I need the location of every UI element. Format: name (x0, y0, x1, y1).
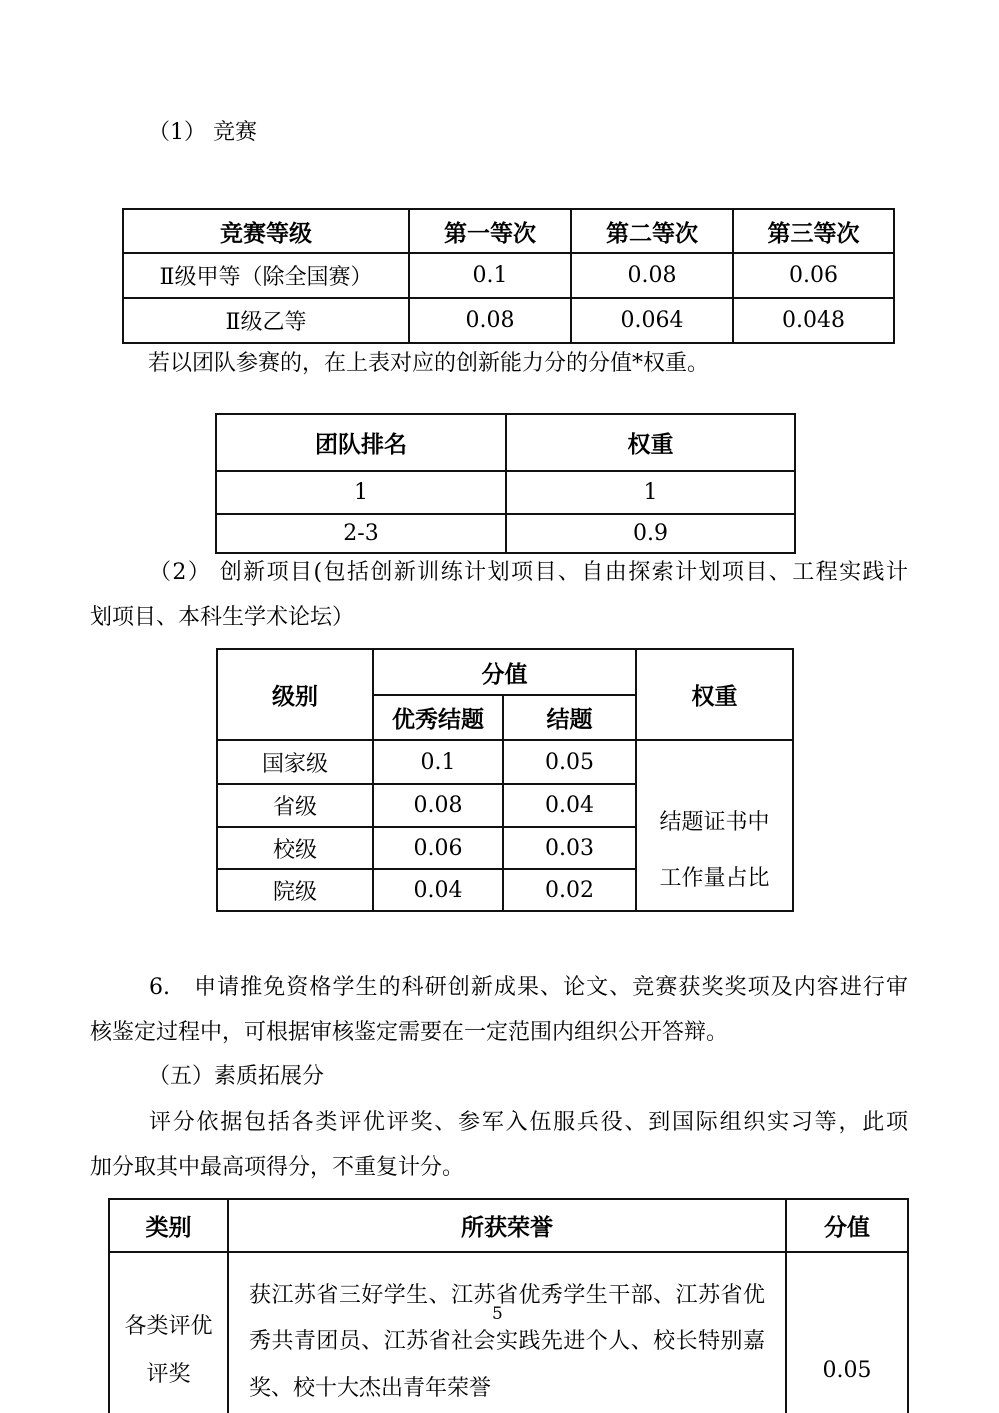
table-cell: 校级 (217, 827, 373, 869)
category-cell (109, 1252, 228, 1413)
table-row (217, 740, 793, 784)
column-header: 权重 (506, 414, 795, 471)
table-header-row (123, 209, 894, 253)
column-header: 级别 (217, 649, 373, 740)
column-header: 类别 (109, 1199, 228, 1252)
honor-cell (228, 1252, 786, 1413)
table-cell: 1 (506, 471, 795, 514)
score-cell (786, 1252, 908, 1413)
table-row (216, 514, 795, 553)
table-cell: 1 (216, 471, 506, 514)
table-cell: 0.08 (373, 784, 503, 827)
column-header: 竞赛等级 (123, 209, 409, 253)
weight-note-cell (636, 740, 793, 911)
table-cell: 0.04 (503, 784, 636, 827)
table-cell: 0.064 (571, 298, 733, 343)
table-cell: 0.06 (733, 253, 894, 298)
paragraph-line: 核鉴定过程中，可根据审核鉴定需要在一定范围内组织公开答辩。 (90, 1020, 729, 1045)
honor-line: 秀共青团员、江苏省社会实践先进个人、校长特别嘉 (249, 1329, 765, 1355)
table-cell: 0.04 (373, 869, 503, 911)
section-2-paragraph (90, 550, 908, 640)
team-ranking-table (215, 413, 796, 554)
column-header: 第一等次 (409, 209, 571, 253)
table-row (123, 298, 894, 343)
section-1-heading: （1） 竞赛 (148, 120, 257, 145)
paragraph-line: 评分依据包括各类评优评奖、参军入伍服兵役、到国际组织实习等，此项 (149, 1110, 908, 1135)
table-cell: 0.06 (373, 827, 503, 869)
table-header-row (217, 649, 793, 695)
item-6-paragraph (90, 965, 908, 1055)
score-value: 0.05 (822, 1358, 872, 1383)
section-5-heading: （五）素质拓展分 (148, 1064, 325, 1089)
table-cell: Ⅱ级甲等（除全国赛） (123, 253, 409, 298)
table-row (216, 471, 795, 514)
innovation-project-table (216, 648, 794, 912)
category-line: 各类评优 (124, 1314, 213, 1339)
table-cell: 0.08 (571, 253, 733, 298)
table-header-row (216, 414, 795, 471)
honor-line: 奖、校十大杰出青年荣誉 (249, 1375, 492, 1401)
table-cell: 0.048 (733, 298, 894, 343)
table-cell: 0.1 (409, 253, 571, 298)
table-cell: 0.02 (503, 869, 636, 911)
paragraph-line: （2） 创新项目(包括创新训练计划项目、自由探索计划项目、工程实践计 (149, 560, 908, 585)
table-cell: 院级 (217, 869, 373, 911)
table-cell: Ⅱ级乙等 (123, 298, 409, 343)
table-cell: 0.03 (503, 827, 636, 869)
column-header: 分值 (373, 649, 636, 695)
table-row (123, 253, 894, 298)
table-cell: 国家级 (217, 740, 373, 784)
column-header: 优秀结题 (373, 695, 503, 740)
paragraph-line: 划项目、本科生学术论坛） (90, 605, 355, 630)
column-header: 分值 (786, 1199, 908, 1252)
table-cell: 0.9 (506, 514, 795, 553)
weight-note-line: 工作量占比 (659, 865, 770, 891)
table-cell: 0.05 (503, 740, 636, 784)
paragraph-line: 加分取其中最高项得分，不重复计分。 (90, 1155, 465, 1180)
table-row (109, 1252, 908, 1413)
table-cell: 0.1 (373, 740, 503, 784)
paragraph-line: 6. 申请推免资格学生的科研创新成果、论文、竞赛获奖奖项及内容进行审 (149, 975, 908, 1000)
column-header: 团队排名 (216, 414, 506, 471)
quality-score-paragraph (90, 1100, 908, 1190)
column-header: 所获荣誉 (228, 1199, 786, 1252)
quality-honor-table (108, 1198, 909, 1413)
column-header: 权重 (636, 649, 793, 740)
category-line: 评奖 (146, 1362, 191, 1387)
column-header: 第三等次 (733, 209, 894, 253)
table-cell: 省级 (217, 784, 373, 827)
table-cell: 2-3 (216, 514, 506, 553)
honor-line: 获江苏省三好学生、江苏省优秀学生干部、江苏省优 (249, 1282, 765, 1308)
table-cell: 0.08 (409, 298, 571, 343)
weight-note-line: 结题证书中 (659, 809, 770, 835)
table-header-row (109, 1199, 908, 1252)
team-note-paragraph: 若以团队参赛的，在上表对应的创新能力分的分值*权重。 (148, 351, 710, 376)
column-header: 结题 (503, 695, 636, 740)
competition-table (122, 208, 895, 344)
page-number: 5 (492, 1304, 503, 1324)
column-header: 第二等次 (571, 209, 733, 253)
